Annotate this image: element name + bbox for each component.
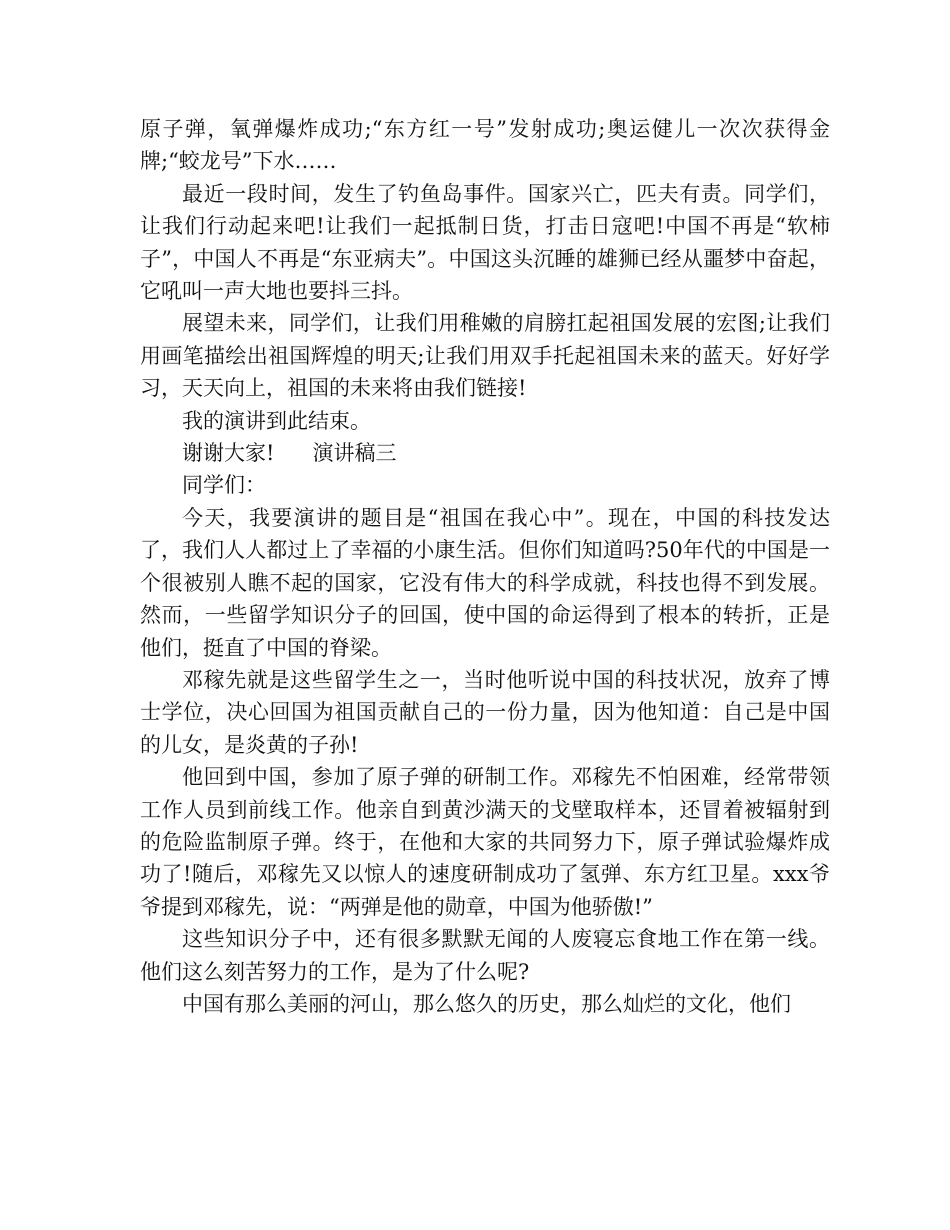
- paragraph-achievements: 原子弹，氧弹爆炸成功;“东方红一号”发射成功;奥运健儿一次次获得金牌;“蛟龙号”下水……: [140, 117, 830, 174]
- thanks-text: 谢谢大家!: [182, 441, 275, 466]
- paragraph-intellectuals: 这些知识分子中，还有很多默默无闻的人废寝忘食地工作在第一线。他们这么刻苦努力的工作，是为了什么呢?: [140, 927, 830, 984]
- paragraph-closing: 我的演讲到此结束。: [182, 408, 371, 433]
- paragraph-future: 展望未来，同学们，让我们用稚嫩的肩膀扛起祖国发展的宏图;让我们用画笔描绘出祖国辉煌的明天;让我们用双手托起祖国未来的蓝天。好好学习，天天向上，祖国的未来将由我们链接!: [140, 311, 830, 401]
- paragraph-topic: 今天，我要演讲的题目是“祖国在我心中”。现在，中国的科技发达了，我们人人都过上了幸福的小康生活。但你们知道吗?50年代的中国是一个很被别人瞧不起的国家，它没有伟大的科学成就，科技也得不到发展。然而，一些留学知识分子的回国，使中国的命运得到了根本的转折，正是他们，挺直了中国的脊梁。: [140, 505, 830, 660]
- paragraph-deng-jiaxian: 邓稼先就是这些留学生之一，当时他听说中国的科技状况，放弃了博士学位，决心回国为祖国贡献自己的一份力量，因为他知道：自己是中国的儿女，是炎黄的子孙!: [140, 667, 830, 757]
- document-page: [140, 113, 830, 1020]
- paragraph-greeting: 同学们：: [182, 473, 266, 498]
- speech-heading: 演讲稿三: [312, 441, 397, 466]
- paragraph-china-beauty: 中国有那么美丽的河山，那么悠久的历史，那么灿烂的文化，他们: [182, 991, 791, 1016]
- thanks-line: [140, 437, 830, 469]
- paragraph-atomic-bomb: 他回到中国，参加了原子弹的研制工作。邓稼先不怕困难，经常带领工作人员到前线工作。他亲自到黄沙满天的戈壁取样本，还冒着被辐射到的危险监制原子弹。终于，在他和大家的共同努力下，原子弹试验爆炸成功了!随后，邓稼先又以惊人的速度研制成功了氢弹、东方红卫星。xxx爷爷提到邓稼先，说：“两弹是他的勋章，中国为他骄傲!”: [140, 765, 830, 919]
- paragraph-diaoyu-island: 最近一段时间，发生了钓鱼岛事件。国家兴亡，匹夫有责。同学们，让我们行动起来吧!让我们一起抵制日货，打击日寇吧!中国不再是“软柿子”，中国人不再是“东亚病夫”。中国这头沉睡的雄狮已经从噩梦中奋起，它吼叫一声大地也要抖三抖。: [140, 181, 830, 304]
